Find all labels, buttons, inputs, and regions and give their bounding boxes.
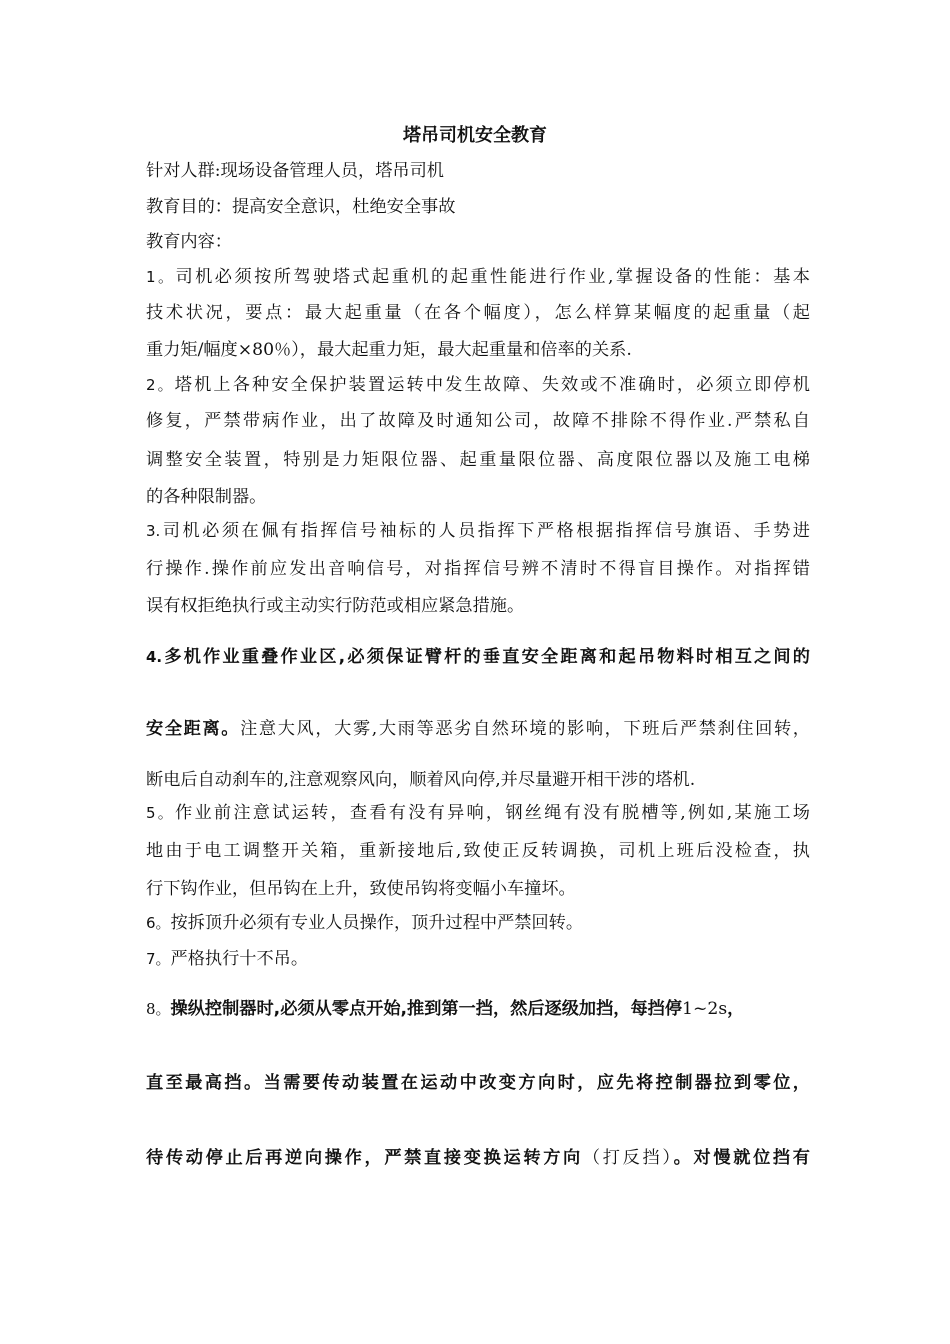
item-4-line-1: 4.多机作业重叠作业区,必须保证臂杆的垂直安全距离和起吊物料时相互之间的	[146, 647, 810, 667]
item-1-line-1: 1。司机必须按所驾驶塔式起重机的起重性能进行作业,掌握设备的性能：基本	[146, 267, 810, 287]
item-8-number: 8。	[146, 1000, 171, 1018]
item-7-line-1: 7。严格执行十不吊。	[146, 949, 309, 969]
item-4-line-2: 安全距离。注意大风，大雾,大雨等恶劣自然环境的影响，下班后严禁刹住回转，	[146, 719, 810, 739]
item-2-line-2: 修复，严禁带病作业，出了故障及时通知公司，故障不排除不得作业.严禁私自	[146, 411, 810, 431]
item-2-line-3: 调整安全装置，特别是力矩限位器、起重量限位器、高度限位器以及施工电梯	[146, 450, 810, 470]
item-2-line-1: 2。塔机上各种安全保护装置运转中发生故障、失效或不准确时，必须立即停机	[146, 375, 810, 395]
item-2-number: 2。	[146, 376, 175, 394]
audience-line: 针对人群:现场设备管理人员，塔吊司机	[146, 161, 444, 181]
item-3-line-3: 误有权拒绝执行或主动实行防范或相应紧急措施。	[146, 596, 525, 616]
purpose-line: 教育目的：提高安全意识，杜绝安全事故	[146, 197, 456, 217]
item-3-line-1: 3.司机必须在佩有指挥信号袖标的人员指挥下严格根据指挥信号旗语、手势进	[146, 521, 810, 541]
item-4-bold-phrase: 安全距离。	[146, 719, 241, 739]
document-title: 塔吊司机安全教育	[403, 125, 547, 146]
item-1-number: 1。	[146, 268, 176, 286]
item-8-line-2: 直至最高挡。当需要传动装置在运动中改变方向时，应先将控制器拉到零位，	[146, 1073, 810, 1093]
item-5-number: 5。	[146, 804, 176, 822]
item-8-line-1: 8。操纵控制器时,必须从零点开始,推到第一挡，然后逐级加挡，每挡停1~2s，	[146, 999, 745, 1019]
item-3-line-2: 行操作.操作前应发出音响信号，对指挥信号辨不清时不得盲目操作。对指挥错	[146, 559, 810, 579]
item-5-line-1: 5。作业前注意试运转，查看有没有异响，钢丝绳有没有脱槽等,例如,某施工场	[146, 803, 810, 823]
item-7-number: 7。	[146, 950, 171, 968]
item-1-line-2: 技术状况，要点：最大起重量（在各个幅度），怎么样算某幅度的起重量（起	[146, 303, 810, 323]
item-5-line-3: 行下钩作业，但吊钩在上升，致使吊钩将变幅小车撞坏。	[146, 879, 576, 899]
item-8-line-3: 待传动停止后再逆向操作，严禁直接变换运转方向（打反挡）。对慢就位挡有	[146, 1148, 810, 1168]
content-label: 教育内容：	[146, 232, 232, 252]
item-2-line-4: 的各种限制器。	[146, 487, 267, 507]
item-4-line-3: 断电后自动刹车的,注意观察风向，顺着风向停,并尽量避开相干涉的塔机.	[146, 770, 696, 790]
item-5-line-2: 地由于电工调整开关箱，重新接地后,致使正反转调换，司机上班后没检查，执	[146, 841, 810, 861]
item-4-number: 4.	[146, 648, 163, 666]
item-8-interval: 1~2s	[682, 999, 728, 1019]
item-8-parenthetical: （打反挡）	[582, 1148, 674, 1168]
item-1-line-3: 重力矩/幅度×80％），最大起重力矩，最大起重量和倍率的关系.	[146, 340, 632, 360]
item-3-number: 3.	[146, 522, 161, 540]
item-6-number: 6。	[146, 914, 171, 932]
item-6-line-1: 6。按拆顶升必须有专业人员操作，顶升过程中严禁回转。	[146, 913, 584, 933]
